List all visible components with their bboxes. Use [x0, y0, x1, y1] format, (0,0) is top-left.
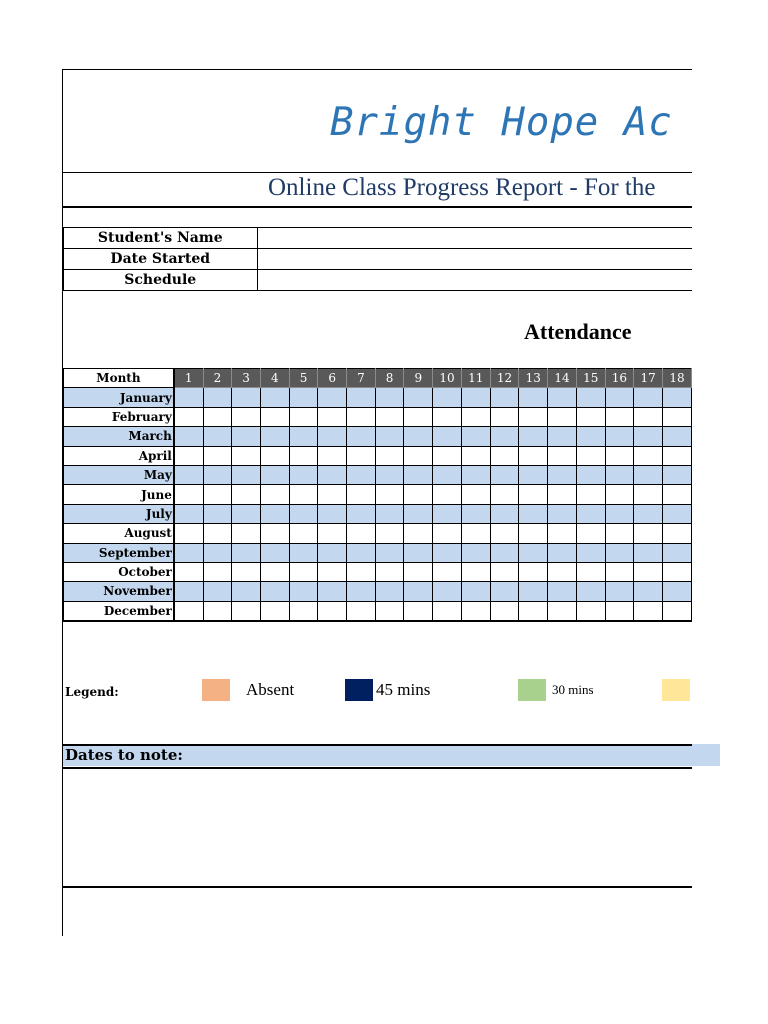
- attendance-cell[interactable]: [404, 427, 433, 446]
- schedule-label: Schedule: [64, 270, 258, 291]
- month-row: [64, 446, 692, 465]
- attendance-cell[interactable]: [548, 504, 577, 523]
- academy-title: Bright Hope Ac: [330, 100, 673, 145]
- attendance-cell[interactable]: [232, 601, 261, 621]
- attendance-cell[interactable]: [289, 543, 318, 562]
- attendance-cell[interactable]: [605, 465, 634, 484]
- attendance-cell[interactable]: [404, 388, 433, 407]
- attendance-cell[interactable]: [375, 601, 404, 621]
- attendance-cell[interactable]: [203, 562, 232, 581]
- day-header: 11: [461, 369, 490, 388]
- attendance-cell[interactable]: [634, 543, 663, 562]
- month-label: June: [64, 485, 174, 504]
- attendance-cell[interactable]: [260, 601, 289, 621]
- attendance-cell[interactable]: [605, 446, 634, 465]
- attendance-cell[interactable]: [289, 427, 318, 446]
- attendance-cell[interactable]: [375, 427, 404, 446]
- attendance-cell[interactable]: [433, 446, 462, 465]
- divider: [63, 172, 692, 173]
- attendance-cell[interactable]: [232, 427, 261, 446]
- attendance-cell[interactable]: [260, 427, 289, 446]
- month-label: November: [64, 582, 174, 601]
- attendance-cell[interactable]: [461, 582, 490, 601]
- day-header: 13: [519, 369, 548, 388]
- attendance-cell[interactable]: [260, 388, 289, 407]
- attendance-cell[interactable]: [318, 601, 347, 621]
- day-header: 5: [289, 369, 318, 388]
- month-row: [64, 427, 692, 446]
- attendance-cell[interactable]: [174, 524, 203, 543]
- attendance-cell[interactable]: [576, 582, 605, 601]
- month-label: September: [64, 543, 174, 562]
- attendance-cell[interactable]: [576, 485, 605, 504]
- attendance-cell[interactable]: [404, 465, 433, 484]
- attendance-cell[interactable]: [174, 407, 203, 426]
- attendance-cell[interactable]: [605, 582, 634, 601]
- attendance-cell[interactable]: [663, 485, 692, 504]
- attendance-cell[interactable]: [490, 446, 519, 465]
- attendance-cell[interactable]: [232, 407, 261, 426]
- attendance-cell[interactable]: [663, 427, 692, 446]
- attendance-cell[interactable]: [260, 504, 289, 523]
- attendance-cell[interactable]: [203, 524, 232, 543]
- attendance-cell[interactable]: [347, 446, 376, 465]
- attendance-cell[interactable]: [375, 407, 404, 426]
- attendance-cell[interactable]: [232, 388, 261, 407]
- attendance-cell[interactable]: [519, 427, 548, 446]
- attendance-cell[interactable]: [548, 427, 577, 446]
- attendance-cell[interactable]: [318, 485, 347, 504]
- attendance-cell[interactable]: [203, 446, 232, 465]
- attendance-cell[interactable]: [404, 582, 433, 601]
- attendance-cell[interactable]: [375, 465, 404, 484]
- attendance-cell[interactable]: [663, 543, 692, 562]
- 30-mins-swatch: [518, 679, 546, 701]
- attendance-cell[interactable]: [634, 601, 663, 621]
- report-sheet: [62, 69, 692, 936]
- attendance-cell[interactable]: [404, 601, 433, 621]
- month-label: April: [64, 446, 174, 465]
- attendance-cell[interactable]: [461, 427, 490, 446]
- attendance-cell[interactable]: [548, 388, 577, 407]
- attendance-cell[interactable]: [318, 524, 347, 543]
- attendance-cell[interactable]: [318, 504, 347, 523]
- attendance-cell[interactable]: [461, 407, 490, 426]
- attendance-cell[interactable]: [433, 601, 462, 621]
- attendance-cell[interactable]: [260, 446, 289, 465]
- absent-legend-text: Absent: [246, 680, 295, 699]
- extra-swatch: [662, 679, 690, 701]
- 30-mins-legend-text: 30 mins: [552, 682, 594, 697]
- attendance-cell[interactable]: [404, 504, 433, 523]
- attendance-cell[interactable]: [375, 543, 404, 562]
- attendance-cell[interactable]: [634, 427, 663, 446]
- dates-to-note-label: Dates to note:: [65, 746, 183, 764]
- attendance-cell[interactable]: [576, 524, 605, 543]
- attendance-cell[interactable]: [203, 504, 232, 523]
- schedule-field[interactable]: [257, 270, 692, 291]
- attendance-cell[interactable]: [576, 562, 605, 581]
- attendance-cell[interactable]: [490, 582, 519, 601]
- attendance-cell[interactable]: [260, 407, 289, 426]
- attendance-cell[interactable]: [347, 543, 376, 562]
- attendance-cell[interactable]: [289, 601, 318, 621]
- month-row: [64, 582, 692, 601]
- attendance-cell[interactable]: [232, 582, 261, 601]
- attendance-cell[interactable]: [634, 388, 663, 407]
- attendance-cell[interactable]: [174, 543, 203, 562]
- attendance-cell[interactable]: [433, 504, 462, 523]
- attendance-cell[interactable]: [404, 562, 433, 581]
- attendance-cell[interactable]: [347, 504, 376, 523]
- month-row: [64, 504, 692, 523]
- attendance-cell[interactable]: [318, 465, 347, 484]
- attendance-cell[interactable]: [260, 582, 289, 601]
- day-header: 12: [490, 369, 519, 388]
- attendance-cell[interactable]: [663, 407, 692, 426]
- attendance-cell[interactable]: [404, 407, 433, 426]
- attendance-title: Attendance: [524, 319, 632, 344]
- attendance-cell[interactable]: [634, 562, 663, 581]
- attendance-cell[interactable]: [375, 582, 404, 601]
- attendance-cell[interactable]: [232, 543, 261, 562]
- attendance-cell[interactable]: [289, 388, 318, 407]
- attendance-cell[interactable]: [461, 524, 490, 543]
- attendance-cell[interactable]: [490, 601, 519, 621]
- attendance-cell[interactable]: [461, 388, 490, 407]
- attendance-cell[interactable]: [318, 582, 347, 601]
- month-label: December: [64, 601, 174, 621]
- attendance-cell[interactable]: [433, 485, 462, 504]
- attendance-cell[interactable]: [174, 465, 203, 484]
- attendance-cell[interactable]: [375, 504, 404, 523]
- absent-swatch: [202, 679, 230, 701]
- month-label: August: [64, 524, 174, 543]
- attendance-cell[interactable]: [605, 504, 634, 523]
- attendance-cell[interactable]: [203, 427, 232, 446]
- day-header: 4: [260, 369, 289, 388]
- attendance-cell[interactable]: [433, 543, 462, 562]
- attendance-cell[interactable]: [663, 524, 692, 543]
- attendance-cell[interactable]: [203, 601, 232, 621]
- attendance-cell[interactable]: [375, 388, 404, 407]
- attendance-cell[interactable]: [174, 427, 203, 446]
- attendance-cell[interactable]: [260, 543, 289, 562]
- month-row: [64, 465, 692, 484]
- month-row: [64, 407, 692, 426]
- attendance-cell[interactable]: [232, 562, 261, 581]
- student-name-field[interactable]: [257, 228, 692, 249]
- attendance-cell[interactable]: [433, 465, 462, 484]
- report-subtitle: Online Class Progress Report - For the: [268, 174, 656, 201]
- month-label: March: [64, 427, 174, 446]
- attendance-cell[interactable]: [576, 465, 605, 484]
- attendance-cell[interactable]: [347, 407, 376, 426]
- 45-mins-legend-text: 45 mins: [376, 680, 431, 699]
- attendance-cell[interactable]: [433, 582, 462, 601]
- attendance-cell[interactable]: [576, 427, 605, 446]
- attendance-cell[interactable]: [663, 446, 692, 465]
- attendance-cell[interactable]: [548, 543, 577, 562]
- attendance-cell[interactable]: [404, 543, 433, 562]
- attendance-cell[interactable]: [461, 562, 490, 581]
- attendance-cell[interactable]: [605, 388, 634, 407]
- attendance-cell[interactable]: [404, 446, 433, 465]
- attendance-cell[interactable]: [203, 485, 232, 504]
- attendance-cell[interactable]: [490, 504, 519, 523]
- day-header: 10: [433, 369, 462, 388]
- attendance-cell[interactable]: [490, 485, 519, 504]
- attendance-cell[interactable]: [375, 485, 404, 504]
- attendance-cell[interactable]: [404, 485, 433, 504]
- attendance-cell[interactable]: [289, 562, 318, 581]
- attendance-cell[interactable]: [663, 465, 692, 484]
- date-started-field[interactable]: [257, 249, 692, 270]
- attendance-cell[interactable]: [347, 485, 376, 504]
- attendance-cell[interactable]: [576, 388, 605, 407]
- attendance-cell[interactable]: [174, 388, 203, 407]
- attendance-cell[interactable]: [548, 465, 577, 484]
- attendance-cell[interactable]: [519, 524, 548, 543]
- attendance-cell[interactable]: [174, 504, 203, 523]
- attendance-cell[interactable]: [318, 388, 347, 407]
- attendance-cell[interactable]: [519, 446, 548, 465]
- month-label: May: [64, 465, 174, 484]
- attendance-cell[interactable]: [634, 485, 663, 504]
- day-header: 3: [232, 369, 261, 388]
- attendance-cell[interactable]: [605, 524, 634, 543]
- legend-label: Legend:: [65, 685, 119, 699]
- attendance-cell[interactable]: [634, 407, 663, 426]
- day-header: 1: [174, 369, 203, 388]
- attendance-cell[interactable]: [232, 504, 261, 523]
- attendance-cell[interactable]: [605, 601, 634, 621]
- day-header: 14: [548, 369, 577, 388]
- attendance-cell[interactable]: [289, 582, 318, 601]
- attendance-cell[interactable]: [347, 601, 376, 621]
- attendance-cell[interactable]: [634, 524, 663, 543]
- attendance-cell[interactable]: [519, 485, 548, 504]
- attendance-cell[interactable]: [548, 446, 577, 465]
- attendance-cell[interactable]: [232, 485, 261, 504]
- attendance-cell[interactable]: [461, 485, 490, 504]
- attendance-cell[interactable]: [576, 504, 605, 523]
- attendance-cell[interactable]: [548, 582, 577, 601]
- attendance-cell[interactable]: [519, 601, 548, 621]
- attendance-cell[interactable]: [347, 524, 376, 543]
- attendance-cell[interactable]: [347, 562, 376, 581]
- attendance-cell[interactable]: [605, 407, 634, 426]
- attendance-cell[interactable]: [289, 524, 318, 543]
- attendance-cell[interactable]: [174, 582, 203, 601]
- attendance-cell[interactable]: [347, 427, 376, 446]
- month-row: [64, 562, 692, 581]
- attendance-cell[interactable]: [260, 485, 289, 504]
- attendance-cell[interactable]: [605, 562, 634, 581]
- attendance-cell[interactable]: [663, 601, 692, 621]
- attendance-cell[interactable]: [548, 562, 577, 581]
- attendance-cell[interactable]: [519, 543, 548, 562]
- attendance-cell[interactable]: [174, 446, 203, 465]
- attendance-cell[interactable]: [605, 485, 634, 504]
- month-row: [64, 388, 692, 407]
- attendance-cell[interactable]: [375, 446, 404, 465]
- attendance-cell[interactable]: [519, 465, 548, 484]
- attendance-cell[interactable]: [634, 582, 663, 601]
- attendance-cell[interactable]: [260, 524, 289, 543]
- attendance-cell[interactable]: [519, 388, 548, 407]
- attendance-cell[interactable]: [461, 504, 490, 523]
- month-column-header: Month: [64, 369, 174, 388]
- attendance-cell[interactable]: [433, 407, 462, 426]
- attendance-cell[interactable]: [347, 388, 376, 407]
- month-label: October: [64, 562, 174, 581]
- attendance-cell[interactable]: [663, 388, 692, 407]
- attendance-cell[interactable]: [375, 524, 404, 543]
- attendance-cell[interactable]: [289, 485, 318, 504]
- attendance-cell[interactable]: [433, 562, 462, 581]
- attendance-cell[interactable]: [461, 465, 490, 484]
- attendance-cell[interactable]: [663, 582, 692, 601]
- attendance-cell[interactable]: [203, 582, 232, 601]
- student-name-label: Student's Name: [64, 228, 258, 249]
- attendance-cell[interactable]: [490, 543, 519, 562]
- attendance-cell[interactable]: [433, 427, 462, 446]
- month-label: July: [64, 504, 174, 523]
- attendance-cell[interactable]: [433, 388, 462, 407]
- 45-mins-swatch: [345, 679, 373, 701]
- month-row: [64, 524, 692, 543]
- attendance-cell[interactable]: [347, 582, 376, 601]
- attendance-cell[interactable]: [174, 601, 203, 621]
- student-info-table: [63, 227, 692, 291]
- day-header: 9: [404, 369, 433, 388]
- attendance-cell[interactable]: [490, 427, 519, 446]
- divider: [63, 206, 692, 208]
- month-row: [64, 543, 692, 562]
- attendance-cell[interactable]: [203, 388, 232, 407]
- attendance-cell[interactable]: [605, 543, 634, 562]
- attendance-cell[interactable]: [519, 582, 548, 601]
- attendance-cell[interactable]: [576, 407, 605, 426]
- attendance-cell[interactable]: [375, 562, 404, 581]
- day-header: 2: [203, 369, 232, 388]
- attendance-cell[interactable]: [318, 543, 347, 562]
- attendance-cell[interactable]: [576, 601, 605, 621]
- attendance-cell[interactable]: [519, 562, 548, 581]
- month-row: [64, 601, 692, 621]
- day-header: 8: [375, 369, 404, 388]
- attendance-cell[interactable]: [663, 504, 692, 523]
- attendance-cell[interactable]: [605, 427, 634, 446]
- attendance-cell[interactable]: [174, 562, 203, 581]
- attendance-cell[interactable]: [548, 601, 577, 621]
- attendance-cell[interactable]: [576, 543, 605, 562]
- day-header: 6: [318, 369, 347, 388]
- attendance-cell[interactable]: [232, 465, 261, 484]
- day-header: 18: [663, 369, 692, 388]
- attendance-cell[interactable]: [663, 562, 692, 581]
- attendance-cell[interactable]: [461, 446, 490, 465]
- attendance-cell[interactable]: [260, 465, 289, 484]
- attendance-cell[interactable]: [347, 465, 376, 484]
- attendance-cell[interactable]: [490, 388, 519, 407]
- attendance-cell[interactable]: [318, 562, 347, 581]
- attendance-cell[interactable]: [490, 524, 519, 543]
- attendance-cell[interactable]: [289, 504, 318, 523]
- attendance-cell[interactable]: [548, 485, 577, 504]
- month-row: [64, 485, 692, 504]
- attendance-cell[interactable]: [461, 601, 490, 621]
- attendance-cell[interactable]: [548, 407, 577, 426]
- day-header: 16: [605, 369, 634, 388]
- month-label: February: [64, 407, 174, 426]
- day-header: 17: [634, 369, 663, 388]
- attendance-cell[interactable]: [634, 504, 663, 523]
- attendance-grid: [63, 368, 692, 622]
- month-label: January: [64, 388, 174, 407]
- attendance-cell[interactable]: [576, 446, 605, 465]
- attendance-cell[interactable]: [490, 562, 519, 581]
- attendance-cell[interactable]: [519, 407, 548, 426]
- attendance-cell[interactable]: [433, 524, 462, 543]
- day-header: 7: [347, 369, 376, 388]
- divider: [63, 886, 692, 888]
- attendance-cell[interactable]: [289, 446, 318, 465]
- date-started-label: Date Started: [64, 249, 258, 270]
- attendance-cell[interactable]: [174, 485, 203, 504]
- attendance-cell[interactable]: [318, 427, 347, 446]
- attendance-cell[interactable]: [318, 407, 347, 426]
- attendance-cell[interactable]: [490, 407, 519, 426]
- attendance-cell[interactable]: [203, 465, 232, 484]
- attendance-cell[interactable]: [232, 524, 261, 543]
- attendance-cell[interactable]: [203, 543, 232, 562]
- attendance-cell[interactable]: [260, 562, 289, 581]
- attendance-cell[interactable]: [318, 446, 347, 465]
- day-header: 15: [576, 369, 605, 388]
- divider: [63, 767, 692, 769]
- attendance-cell[interactable]: [519, 504, 548, 523]
- attendance-cell[interactable]: [404, 524, 433, 543]
- attendance-cell[interactable]: [548, 524, 577, 543]
- attendance-cell[interactable]: [232, 446, 261, 465]
- attendance-cell[interactable]: [634, 465, 663, 484]
- attendance-cell[interactable]: [289, 465, 318, 484]
- attendance-cell[interactable]: [203, 407, 232, 426]
- attendance-cell[interactable]: [634, 446, 663, 465]
- attendance-cell[interactable]: [461, 543, 490, 562]
- attendance-cell[interactable]: [289, 407, 318, 426]
- attendance-cell[interactable]: [490, 465, 519, 484]
